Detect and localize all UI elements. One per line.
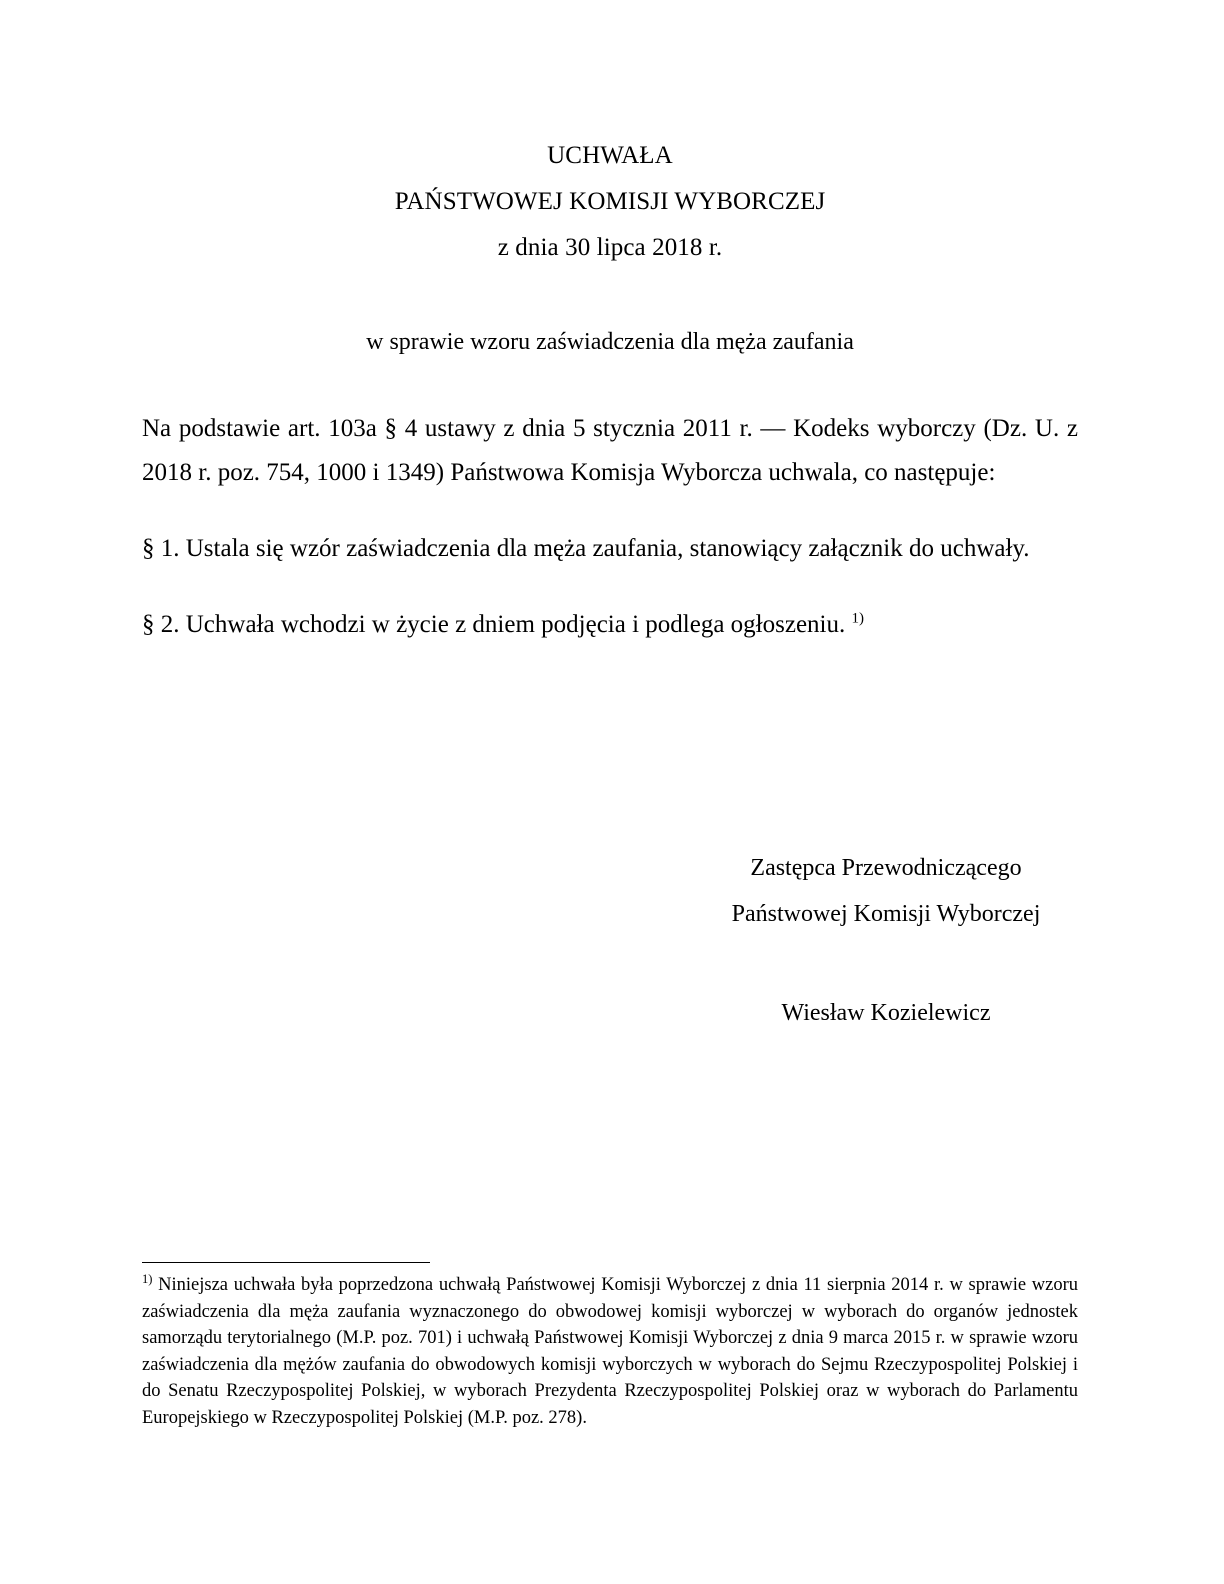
document-body (142, 0, 1078, 647)
heading-line-date: z dnia 30 lipca 2018 r. (497, 234, 723, 261)
document-heading (142, 0, 1078, 271)
preamble-paragraph: Na podstawie art. 103a § 4 ustawy z dnia 5 stycznia 2011 r. — Kodeks wyborczy (Dz. U. z 2018 r. poz. 754, 1000 i 1349) Państwowa Komisja Wyborcza uchwala, co następuje: (142, 415, 1078, 486)
signature-block (660, 845, 1112, 1036)
heading-line-organ: PAŃSTWOWEJ KOMISJI WYBORCZEJ (394, 188, 826, 215)
heading-line-uchwala: UCHWAŁA (547, 142, 673, 169)
footnote-block (142, 1262, 1078, 1431)
section-paragraf-1-text: § 1. Ustala się wzór zaświadczenia dla męża zaufania, stanowiący załącznik do uchwały. (142, 535, 1030, 562)
footnote-marker: 1) (142, 1271, 153, 1286)
document-subtitle: w sprawie wzoru zaświadczenia dla męża zaufania (366, 329, 854, 355)
footnote-content (142, 1272, 1078, 1431)
signature-title-line-2: Państwowej Komisji Wyborczej (731, 901, 1041, 927)
footnote-reference-marker: 1) (851, 610, 864, 627)
section-paragraf-1 (142, 495, 1078, 571)
footnote-body-text: Niniejsza uchwała była poprzedzona uchwałą Państwowej Komisji Wyborczej z dnia 11 sierpnia 2014 r. w sprawie wzoru zaświadczenia dla męża zaufania wyznaczonego do obwodowej komisji wyborczej w wyborach do organów jednostek samorządu terytorialnego (M.P. poz. 701) i uchwałą Państwowej Komisji Wyborczej z dnia 9 marca 2015 r. w sprawie wzoru zaświadczenia dla mężów zaufania do obwodowych komisji wyborczych w wyborach do Sejmu Rzeczypospolitej Polskiej i do Senatu Rzeczypospolitej Polskiej, w wyborach Prezydenta Rzeczypospolitej Polskiej oraz w wyborach do Parlamentu Europejskiego w Rzeczypospolitej Polskiej (M.P. poz. 278). (142, 1275, 1079, 1428)
signature-title-line-1: Zastępca Przewodniczącego (750, 855, 1022, 881)
section-paragraf-2 (142, 571, 1078, 647)
section-paragraf-2-text: § 2. Uchwała wchodzi w życie z dniem podjęcia i podlega ogłoszeniu. (142, 611, 846, 638)
footnote-separator-rule (142, 1262, 430, 1263)
signature-name: Wiesław Kozielewicz (781, 1000, 991, 1026)
